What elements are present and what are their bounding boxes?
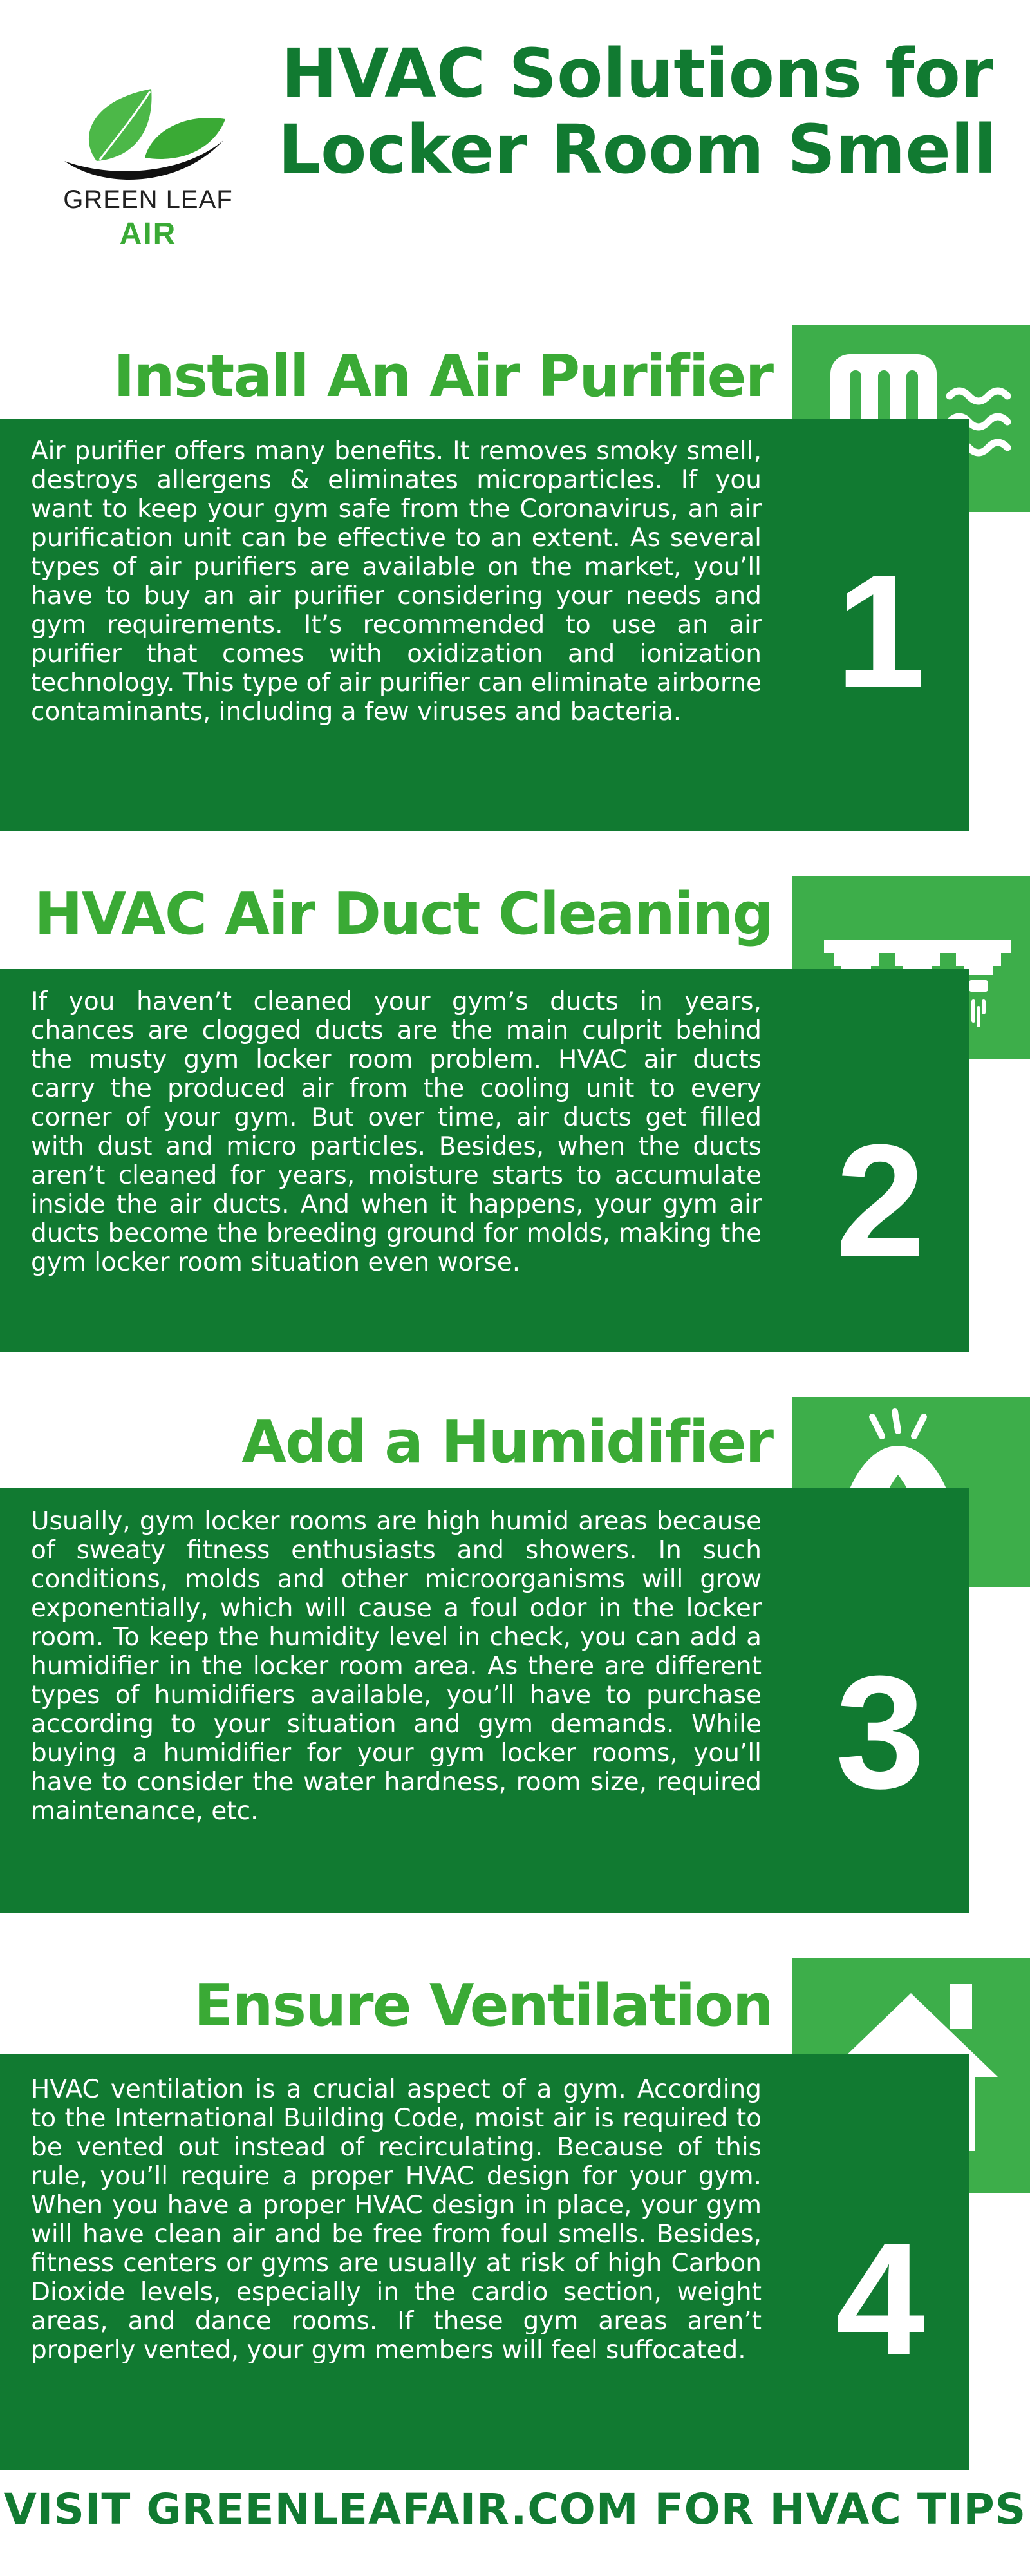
section-body: Air purifier offers many benefits. It removes smoky smell, destroys allergens & eliminates microparticles. If you want to keep your gym safe from the Coronavirus, an air purification unit can be effective to an extent. As several types of air purifiers are available on the market, you’ll have to buy an air purifier considering your needs and gym requirements. It’s recommended to use an air purifier that comes with oxidization and ionization technology. This type of air purifier can eliminate airborne contaminants, including a few viruses and bacteria. xyxy=(31,437,762,726)
section-title: HVAC Air Duct Cleaning xyxy=(34,880,772,948)
brand-logo xyxy=(55,84,241,258)
section-body-panel xyxy=(0,419,969,831)
section-title: Add a Humidifier xyxy=(241,1408,772,1476)
page-title: HVAC Solutions for Locker Room Smell xyxy=(277,34,997,189)
section-air-duct-cleaning xyxy=(0,863,1030,1352)
leaf-logo-icon xyxy=(55,84,241,187)
section-air-purifier xyxy=(0,309,1030,831)
footer-cta: VISIT GREENLEAFAIR.COM FOR HVAC TIPS xyxy=(3,2485,1027,2534)
brand-name-line1: GREEN LEAF xyxy=(63,185,233,214)
section-body: HVAC ventilation is a crucial aspect of a gym. According to the International Building Code, moist air is required to be vented out instead of recirculating. Because of this rule, you’ll require a proper HVAC design for your gym. When you have a proper HVAC design in place, your gym will have clean air and be free from foul smells. Besides, fitness centers or gyms are usually at risk of high Carbon Dioxide levels, especially in the cardio section, weight areas, and dance rooms. If these gym areas aren’t properly vented, your gym members will feel suffocated. xyxy=(31,2075,762,2365)
section-number: 4 xyxy=(835,2209,926,2389)
section-title: Ensure Ventilation xyxy=(193,1972,772,2040)
section-body: If you haven’t cleaned your gym’s ducts in years, chances are clogged ducts are the main culprit behind the musty gym locker room problem. HVAC air ducts carry the produced air from the cooling unit to every corner of your gym. But over time, air ducts get filled with dust and micro particles. Besides, when the ducts aren’t cleaned for years, moisture starts to accumulate inside the air ducts. And when it happens, your gym air ducts become the breeding ground for molds, making the gym locker room situation even worse. xyxy=(31,987,762,1277)
section-title: Install An Air Purifier xyxy=(113,343,772,410)
section-humidifier xyxy=(0,1391,1030,1913)
section-number: 2 xyxy=(835,1111,926,1291)
brand-name-line2: AIR xyxy=(119,217,177,251)
section-ventilation xyxy=(0,1958,1030,2470)
section-body-panel xyxy=(0,2054,969,2470)
section-number: 3 xyxy=(835,1642,926,1822)
section-body-panel xyxy=(0,969,969,1352)
section-body-panel xyxy=(0,1488,969,1913)
section-body: Usually, gym locker rooms are high humid areas because of sweaty fitness enthusiasts and showers. In such conditions, molds and other microorganisms will grow exponentially, which will cause a foul odor in the locker room. To keep the humidity level in check, you can add a humidifier in the locker room area. As there are different types of humidifiers available, you’ll have to purchase according to your situation and gym demands. While buying a humidifier for your gym locker rooms, you’ll have to consider the water hardness, room size, required maintenance, etc. xyxy=(31,1507,762,1826)
section-number: 1 xyxy=(835,541,926,721)
